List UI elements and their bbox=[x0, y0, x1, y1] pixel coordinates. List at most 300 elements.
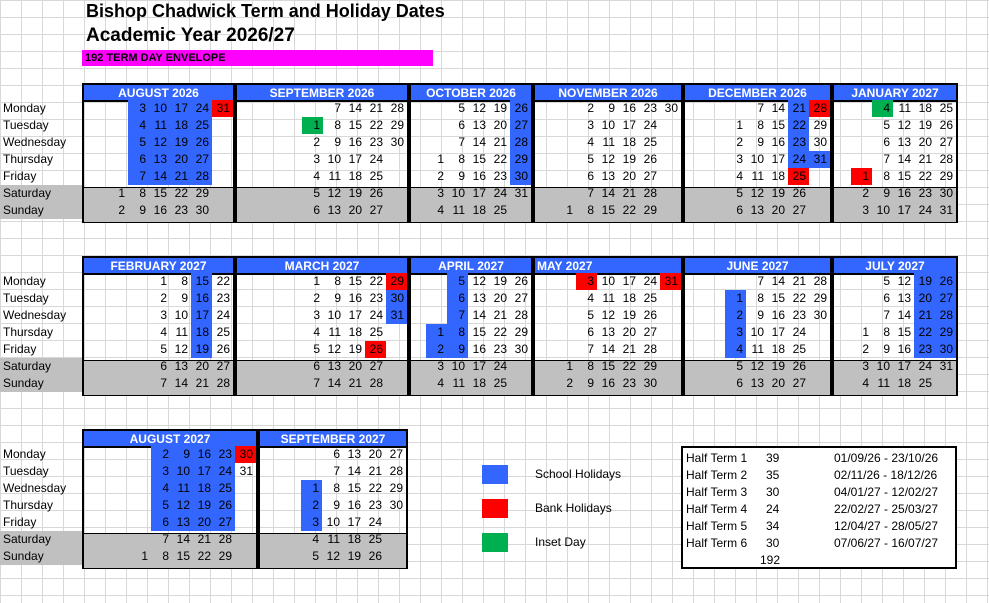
date-cell: 23 bbox=[214, 446, 235, 463]
date-cell: 19 bbox=[914, 273, 935, 290]
date-cell: 27 bbox=[514, 291, 528, 305]
half-term-days: 30 bbox=[766, 485, 780, 499]
date-cell: 7 bbox=[447, 307, 468, 324]
date-cell: 10 bbox=[750, 325, 764, 339]
month-header: AUGUST 2027 bbox=[84, 431, 256, 448]
date-cell: 26 bbox=[216, 342, 230, 356]
month-july-2027 bbox=[832, 256, 958, 396]
date-cell: 16 bbox=[348, 135, 362, 149]
day-label-wednesday: Wednesday bbox=[3, 135, 67, 149]
date-cell: 7 bbox=[587, 342, 594, 356]
date-cell: 13 bbox=[172, 514, 193, 531]
date-cell: 9 bbox=[447, 341, 468, 358]
day-label-wednesday: Wednesday bbox=[3, 308, 67, 322]
date-cell: 31 bbox=[660, 273, 681, 290]
date-cell: 4 bbox=[313, 325, 320, 339]
date-cell: 19 bbox=[170, 134, 191, 151]
date-cell: 2 bbox=[313, 135, 320, 149]
date-cell: 12 bbox=[750, 359, 764, 373]
date-cell: 24 bbox=[643, 274, 657, 288]
date-cell: 28 bbox=[389, 464, 403, 478]
date-cell: 6 bbox=[447, 290, 468, 307]
date-cell: 12 bbox=[601, 308, 615, 322]
day-labels bbox=[0, 100, 82, 223]
date-cell: 7 bbox=[587, 186, 594, 200]
date-cell: 14 bbox=[176, 532, 190, 546]
date-cell: 4 bbox=[862, 376, 869, 390]
date-cell: 21 bbox=[493, 308, 507, 322]
date-cell: 16 bbox=[348, 291, 362, 305]
date-cell: 18 bbox=[918, 101, 932, 115]
date-cell: 17 bbox=[347, 515, 361, 529]
date-cell: 15 bbox=[771, 291, 785, 305]
date-cell: 3 bbox=[587, 118, 594, 132]
date-cell: 13 bbox=[472, 118, 486, 132]
date-cell: 29 bbox=[195, 186, 209, 200]
date-cell: 8 bbox=[883, 169, 890, 183]
date-cell: 11 bbox=[452, 376, 465, 390]
date-cell: 9 bbox=[757, 135, 764, 149]
date-cell: 18 bbox=[348, 325, 362, 339]
date-cell: 1 bbox=[566, 359, 573, 373]
date-cell: 4 bbox=[587, 135, 594, 149]
date-cell: 15 bbox=[601, 203, 615, 217]
date-cell: 22 bbox=[197, 549, 211, 563]
date-cell: 10 bbox=[326, 515, 340, 529]
day-label-thursday: Thursday bbox=[3, 152, 54, 166]
date-cell: 30 bbox=[664, 101, 678, 115]
date-cell: 24 bbox=[214, 463, 235, 480]
day-label-tuesday: Tuesday bbox=[3, 118, 49, 132]
date-cell: 16 bbox=[897, 342, 911, 356]
date-cell: 24 bbox=[191, 100, 212, 117]
date-cell: 8 bbox=[587, 359, 594, 373]
date-cell: 20 bbox=[193, 514, 214, 531]
date-cell: 26 bbox=[935, 273, 956, 290]
date-cell: 13 bbox=[472, 291, 486, 305]
date-cell: 29 bbox=[386, 273, 407, 290]
date-cell: 16 bbox=[897, 186, 911, 200]
date-cell: 11 bbox=[452, 203, 465, 217]
date-cell: 20 bbox=[493, 291, 507, 305]
date-cell: 9 bbox=[181, 291, 188, 305]
date-cell: 21 bbox=[170, 168, 191, 185]
date-cell: 21 bbox=[918, 152, 932, 166]
inset-day-swatch bbox=[482, 533, 508, 552]
date-cell: 29 bbox=[514, 325, 528, 339]
date-cell: 1 bbox=[160, 274, 167, 288]
date-cell: 4 bbox=[587, 291, 594, 305]
date-cell: 5 bbox=[883, 118, 890, 132]
date-cell: 27 bbox=[191, 151, 212, 168]
half-term-dates: 02/11/26 - 18/12/26 bbox=[834, 468, 938, 482]
date-cell: 27 bbox=[510, 117, 531, 134]
date-cell: 22 bbox=[216, 274, 230, 288]
date-cell: 27 bbox=[643, 325, 657, 339]
date-cell: 9 bbox=[757, 308, 764, 322]
date-cell: 31 bbox=[386, 307, 407, 324]
date-cell: 31 bbox=[514, 186, 528, 200]
date-cell: 28 bbox=[643, 342, 657, 356]
date-cell: 23 bbox=[216, 291, 230, 305]
date-cell: 4 bbox=[312, 532, 319, 546]
date-cell: 10 bbox=[149, 100, 170, 117]
date-cell: 18 bbox=[191, 324, 212, 341]
date-cell: 16 bbox=[601, 376, 615, 390]
day-label-wednesday: Wednesday bbox=[3, 481, 67, 495]
date-cell: 24 bbox=[918, 359, 932, 373]
date-cell: 30 bbox=[813, 308, 827, 322]
date-cell: 14 bbox=[347, 464, 361, 478]
date-cell: 13 bbox=[601, 325, 615, 339]
date-cell: 4 bbox=[160, 325, 167, 339]
date-cell: 22 bbox=[493, 152, 507, 166]
date-cell: 13 bbox=[149, 151, 170, 168]
month-header: JANUARY 2027 bbox=[834, 85, 956, 102]
calendar-block bbox=[0, 83, 958, 223]
page-title: Bishop Chadwick Term and Holiday Dates bbox=[86, 1, 445, 21]
date-cell: 27 bbox=[939, 135, 953, 149]
date-cell: 29 bbox=[939, 169, 953, 183]
date-cell: 6 bbox=[736, 203, 743, 217]
date-cell: 23 bbox=[493, 342, 507, 356]
date-cell: 13 bbox=[897, 291, 911, 305]
legend-inset-day: Inset Day bbox=[535, 535, 586, 549]
date-cell: 7 bbox=[334, 101, 341, 115]
date-cell: 2 bbox=[301, 497, 322, 514]
date-cell: 1 bbox=[301, 480, 322, 497]
date-cell: 30 bbox=[386, 290, 407, 307]
half-term-name: Half Term 5 bbox=[686, 519, 748, 533]
date-cell: 16 bbox=[347, 498, 361, 512]
date-cell: 23 bbox=[788, 134, 809, 151]
date-cell: 8 bbox=[458, 152, 465, 166]
date-cell: 24 bbox=[792, 325, 806, 339]
date-cell: 17 bbox=[897, 359, 911, 373]
date-cell: 31 bbox=[239, 464, 253, 478]
date-cell: 20 bbox=[918, 135, 932, 149]
date-cell: 11 bbox=[175, 325, 188, 339]
date-cell: 10 bbox=[601, 118, 615, 132]
date-cell: 4 bbox=[736, 169, 743, 183]
date-cell: 25 bbox=[191, 117, 212, 134]
date-cell: 12 bbox=[472, 274, 486, 288]
month-header: MARCH 2027 bbox=[237, 258, 407, 275]
date-cell: 13 bbox=[601, 169, 615, 183]
date-cell: 14 bbox=[897, 152, 911, 166]
date-cell: 10 bbox=[172, 463, 193, 480]
day-label-friday: Friday bbox=[3, 515, 37, 529]
date-cell: 4 bbox=[437, 203, 444, 217]
date-cell: 2 bbox=[313, 291, 320, 305]
date-cell: 29 bbox=[218, 549, 232, 563]
month-september-2027 bbox=[258, 429, 408, 569]
date-cell: 16 bbox=[771, 135, 785, 149]
date-cell: 28 bbox=[191, 168, 212, 185]
date-cell: 8 bbox=[334, 274, 341, 288]
date-cell: 2 bbox=[736, 135, 743, 149]
date-cell: 17 bbox=[193, 463, 214, 480]
date-cell: 29 bbox=[510, 151, 531, 168]
half-term-name: Half Term 3 bbox=[686, 485, 748, 499]
date-cell: 29 bbox=[390, 118, 404, 132]
date-cell: 23 bbox=[174, 203, 188, 217]
date-cell: 18 bbox=[622, 135, 636, 149]
date-cell: 29 bbox=[643, 203, 657, 217]
date-cell: 21 bbox=[622, 342, 636, 356]
date-cell: 30 bbox=[235, 446, 256, 463]
date-cell: 18 bbox=[771, 169, 785, 183]
date-cell: 19 bbox=[622, 152, 636, 166]
date-cell: 10 bbox=[451, 186, 465, 200]
day-label-sunday: Sunday bbox=[0, 375, 82, 392]
date-cell: 20 bbox=[771, 203, 785, 217]
half-term-dates: 04/01/27 - 12/02/27 bbox=[834, 485, 939, 499]
day-label-saturday: Saturday bbox=[0, 358, 82, 375]
date-cell: 21 bbox=[788, 100, 809, 117]
date-cell: 18 bbox=[170, 117, 191, 134]
date-cell: 15 bbox=[176, 549, 190, 563]
date-cell: 3 bbox=[160, 308, 167, 322]
date-cell: 15 bbox=[348, 118, 362, 132]
date-cell: 3 bbox=[576, 273, 597, 290]
half-term-dates: 22/02/27 - 25/03/27 bbox=[834, 502, 939, 516]
date-cell: 19 bbox=[771, 359, 785, 373]
half-term-days: 30 bbox=[766, 536, 780, 550]
date-cell: 5 bbox=[160, 342, 167, 356]
date-cell: 26 bbox=[214, 497, 235, 514]
date-cell: 21 bbox=[368, 464, 382, 478]
day-label-tuesday: Tuesday bbox=[3, 464, 49, 478]
date-cell: 30 bbox=[939, 186, 953, 200]
date-cell: 6 bbox=[128, 151, 149, 168]
date-cell: 9 bbox=[883, 342, 890, 356]
date-cell: 15 bbox=[191, 273, 212, 290]
date-cell: 14 bbox=[472, 135, 486, 149]
date-cell: 14 bbox=[771, 101, 785, 115]
day-label-friday: Friday bbox=[3, 342, 37, 356]
date-cell: 21 bbox=[197, 532, 211, 546]
legend-bank-holidays: Bank Holidays bbox=[535, 501, 612, 515]
half-term-name: Half Term 2 bbox=[686, 468, 748, 482]
date-cell: 1 bbox=[862, 325, 869, 339]
date-cell: 23 bbox=[369, 135, 383, 149]
date-cell: 11 bbox=[328, 325, 341, 339]
date-cell: 12 bbox=[149, 134, 170, 151]
date-cell: 21 bbox=[792, 274, 806, 288]
date-cell: 11 bbox=[328, 169, 341, 183]
date-cell: 8 bbox=[333, 481, 340, 495]
date-cell: 16 bbox=[193, 446, 214, 463]
month-header: OCTOBER 2026 bbox=[411, 85, 531, 102]
date-cell: 18 bbox=[622, 291, 636, 305]
half-term-days: 39 bbox=[766, 451, 780, 465]
date-cell: 11 bbox=[602, 135, 615, 149]
date-cell: 17 bbox=[472, 186, 486, 200]
date-cell: 7 bbox=[883, 308, 890, 322]
date-cell: 4 bbox=[872, 100, 893, 117]
date-cell: 30 bbox=[514, 342, 528, 356]
date-cell: 29 bbox=[813, 118, 827, 132]
month-february-2027 bbox=[82, 256, 235, 396]
date-cell: 3 bbox=[725, 324, 746, 341]
date-cell: 30 bbox=[390, 135, 404, 149]
date-cell: 26 bbox=[939, 118, 953, 132]
date-cell: 27 bbox=[369, 203, 383, 217]
month-header: AUGUST 2026 bbox=[84, 85, 233, 102]
day-label-thursday: Thursday bbox=[3, 498, 54, 512]
date-cell: 23 bbox=[622, 376, 636, 390]
date-cell: 18 bbox=[193, 480, 214, 497]
date-cell: 5 bbox=[736, 186, 743, 200]
date-cell: 13 bbox=[327, 359, 341, 373]
date-cell: 23 bbox=[792, 308, 806, 322]
date-cell: 30 bbox=[195, 203, 209, 217]
date-cell: 6 bbox=[587, 169, 594, 183]
date-cell: 12 bbox=[897, 274, 911, 288]
school-holiday-swatch bbox=[482, 465, 508, 484]
date-cell: 27 bbox=[643, 169, 657, 183]
academic-year-title: Academic Year 2026/27 bbox=[86, 25, 295, 46]
month-october-2026 bbox=[409, 83, 533, 223]
date-cell: 23 bbox=[643, 101, 657, 115]
date-cell: 7 bbox=[757, 101, 764, 115]
date-cell: 28 bbox=[218, 532, 232, 546]
date-cell: 2 bbox=[566, 376, 573, 390]
term-day-envelope-banner: 192 TERM DAY ENVELOPE bbox=[82, 50, 433, 66]
date-cell: 6 bbox=[151, 514, 172, 531]
date-cell: 5 bbox=[736, 359, 743, 373]
date-cell: 24 bbox=[493, 186, 507, 200]
bank-holiday-swatch bbox=[482, 499, 508, 518]
month-header: DECEMBER 2026 bbox=[685, 85, 830, 102]
date-cell: 19 bbox=[191, 341, 212, 358]
date-cell: 21 bbox=[622, 186, 636, 200]
date-cell: 23 bbox=[369, 291, 383, 305]
date-cell: 12 bbox=[327, 186, 341, 200]
month-header: SEPTEMBER 2026 bbox=[237, 85, 407, 102]
date-cell: 28 bbox=[935, 307, 956, 324]
date-cell: 28 bbox=[939, 152, 953, 166]
date-cell: 26 bbox=[365, 341, 386, 358]
date-cell: 8 bbox=[334, 118, 341, 132]
date-cell: 10 bbox=[750, 152, 764, 166]
date-cell: 21 bbox=[348, 376, 362, 390]
date-cell: 29 bbox=[643, 359, 657, 373]
date-cell: 14 bbox=[327, 376, 341, 390]
date-cell: 19 bbox=[622, 308, 636, 322]
date-cell: 16 bbox=[622, 101, 636, 115]
date-cell: 29 bbox=[813, 291, 827, 305]
date-cell: 12 bbox=[897, 118, 911, 132]
date-cell: 20 bbox=[914, 290, 935, 307]
half-term-days: 24 bbox=[766, 502, 780, 516]
date-cell: 14 bbox=[472, 308, 486, 322]
month-header: SEPTEMBER 2027 bbox=[260, 431, 406, 448]
date-cell: 2 bbox=[862, 186, 869, 200]
date-cell: 11 bbox=[898, 101, 911, 115]
month-header: FEBRUARY 2027 bbox=[84, 258, 233, 275]
date-cell: 24 bbox=[216, 308, 230, 322]
half-term-days: 34 bbox=[766, 519, 780, 533]
date-cell: 25 bbox=[493, 376, 507, 390]
date-cell: 8 bbox=[757, 118, 764, 132]
date-cell: 27 bbox=[216, 359, 230, 373]
day-labels bbox=[0, 273, 82, 396]
date-cell: 8 bbox=[447, 324, 468, 341]
date-cell: 3 bbox=[313, 308, 320, 322]
date-cell: 16 bbox=[472, 169, 486, 183]
date-cell: 14 bbox=[174, 376, 188, 390]
date-cell: 4 bbox=[151, 480, 172, 497]
date-cell: 17 bbox=[348, 152, 362, 166]
date-cell: 8 bbox=[757, 291, 764, 305]
date-cell: 31 bbox=[939, 203, 953, 217]
date-cell: 2 bbox=[862, 342, 869, 356]
date-cell: 9 bbox=[333, 498, 340, 512]
date-cell: 7 bbox=[162, 532, 169, 546]
date-cell: 3 bbox=[736, 152, 743, 166]
date-cell: 17 bbox=[348, 308, 362, 322]
date-cell: 13 bbox=[327, 203, 341, 217]
legend-school-holidays: School Holidays bbox=[535, 467, 622, 481]
date-cell: 10 bbox=[327, 308, 341, 322]
date-cell: 1 bbox=[736, 118, 743, 132]
date-cell: 31 bbox=[212, 100, 233, 117]
date-cell: 1 bbox=[725, 290, 746, 307]
date-cell: 22 bbox=[369, 118, 383, 132]
date-cell: 22 bbox=[493, 325, 507, 339]
date-cell: 28 bbox=[510, 134, 531, 151]
month-header: JULY 2027 bbox=[834, 258, 956, 275]
date-cell: 8 bbox=[139, 186, 146, 200]
date-cell: 16 bbox=[191, 290, 212, 307]
date-cell: 19 bbox=[918, 118, 932, 132]
date-cell: 21 bbox=[493, 135, 507, 149]
date-cell: 28 bbox=[514, 308, 528, 322]
month-header: JUNE 2027 bbox=[685, 258, 830, 275]
date-cell: 14 bbox=[149, 168, 170, 185]
date-cell: 25 bbox=[918, 376, 932, 390]
date-cell: 25 bbox=[643, 135, 657, 149]
half-term-dates: 01/09/26 - 23/10/26 bbox=[834, 451, 939, 465]
date-cell: 17 bbox=[622, 118, 636, 132]
date-cell: 2 bbox=[426, 341, 447, 358]
date-cell: 3 bbox=[437, 186, 444, 200]
date-cell: 8 bbox=[883, 325, 890, 339]
date-cell: 15 bbox=[153, 186, 167, 200]
date-cell: 2 bbox=[160, 291, 167, 305]
date-cell: 19 bbox=[348, 342, 362, 356]
date-cell: 11 bbox=[751, 342, 764, 356]
date-cell: 26 bbox=[514, 274, 528, 288]
date-cell: 23 bbox=[493, 169, 507, 183]
date-cell: 3 bbox=[128, 100, 149, 117]
date-cell: 3 bbox=[151, 463, 172, 480]
date-cell: 9 bbox=[883, 186, 890, 200]
date-cell: 15 bbox=[347, 481, 361, 495]
date-cell: 6 bbox=[736, 376, 743, 390]
date-cell: 17 bbox=[897, 203, 911, 217]
date-cell: 11 bbox=[751, 169, 764, 183]
date-cell: 2 bbox=[118, 203, 125, 217]
date-cell: 8 bbox=[162, 549, 169, 563]
date-cell: 17 bbox=[771, 152, 785, 166]
date-cell: 10 bbox=[876, 203, 890, 217]
date-cell: 5 bbox=[587, 308, 594, 322]
day-label-sunday: Sunday bbox=[0, 202, 82, 219]
date-cell: 28 bbox=[369, 376, 383, 390]
